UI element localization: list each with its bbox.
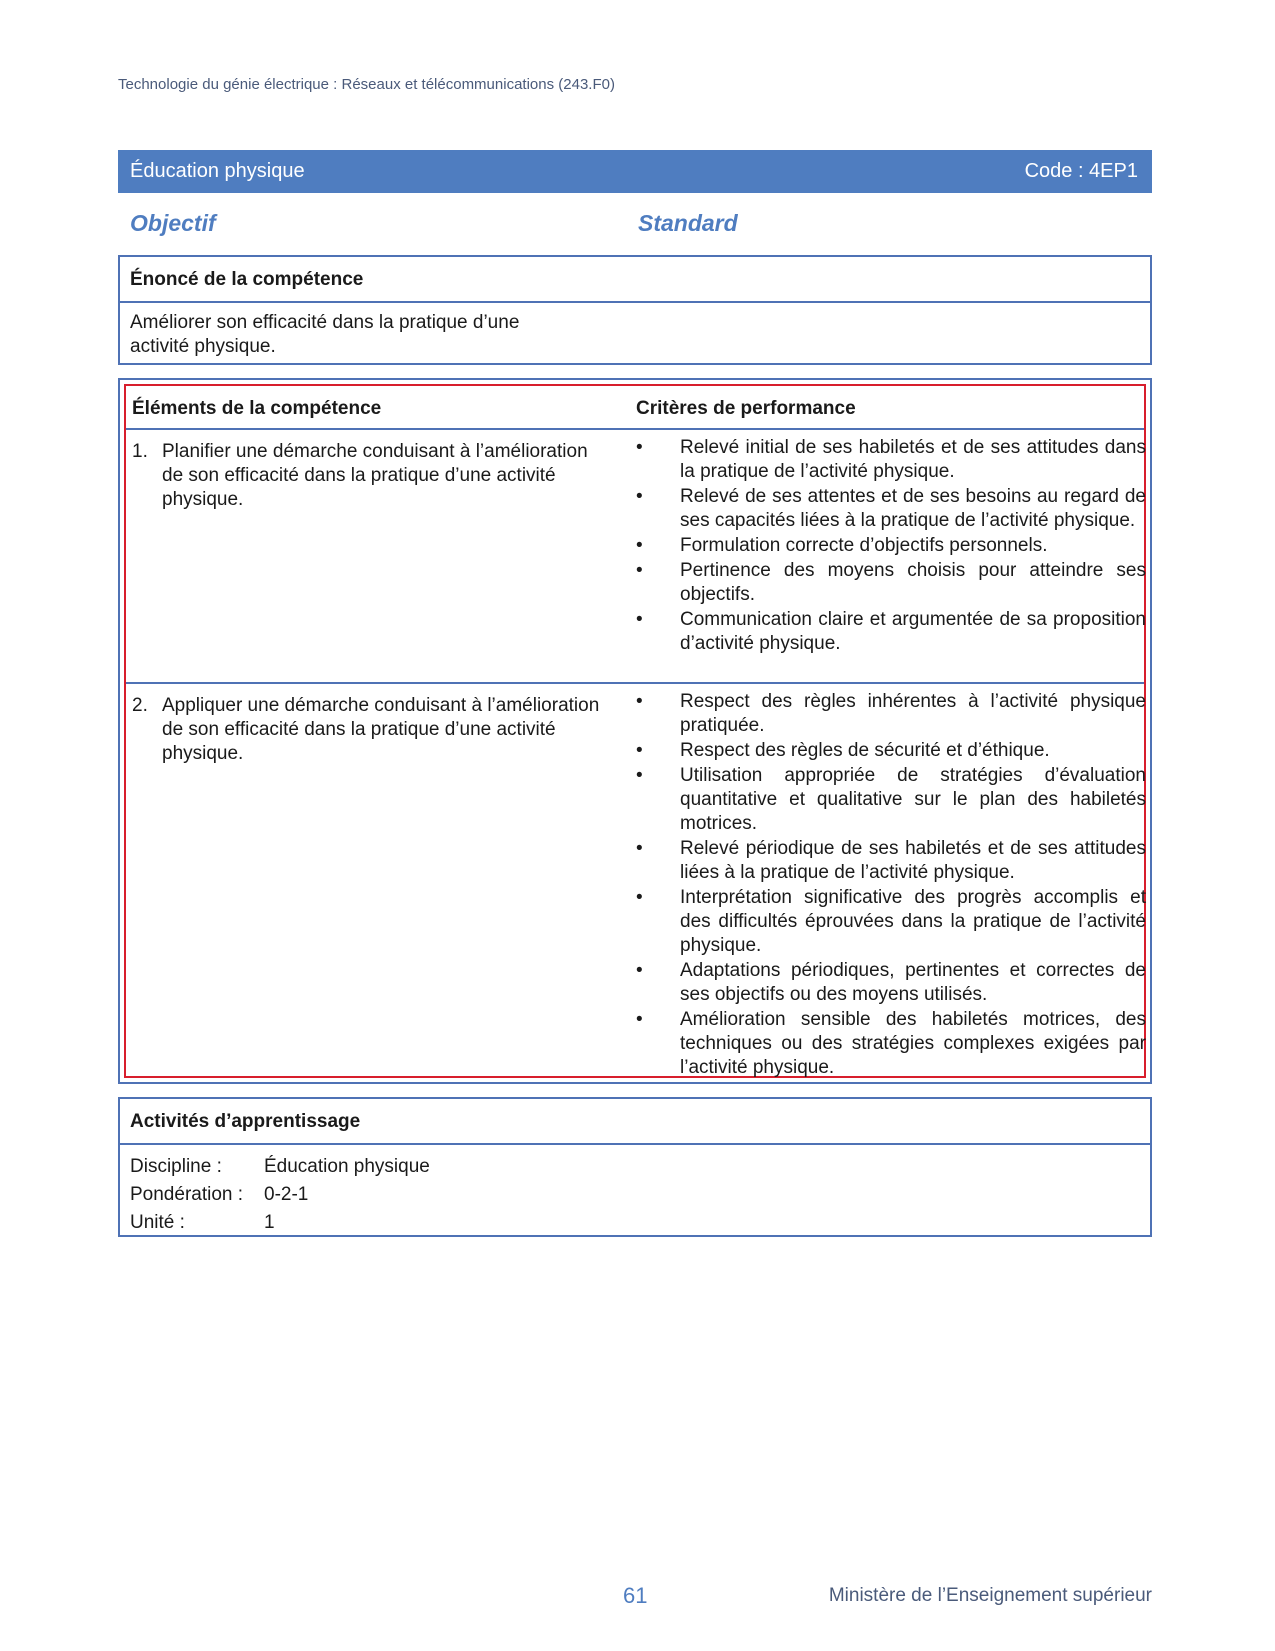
discipline-label: Discipline : [130,1156,222,1177]
critere-text: Relevé initial de ses habiletés et de ses attitudes dans la pratique de l’activité physique. [680,437,1146,482]
list-item [636,608,1146,656]
critere-text: Respect des règles de sécurité et d’éthique. [680,740,1050,761]
critere-text: Interprétation significative des progrès accomplis et des difficultés éprouvées dans la pratique de l’activité physique. [680,887,1146,956]
bullet-icon: • [636,437,643,458]
activites-heading: Activités d’apprentissage [120,1099,1150,1145]
course-title-bar [118,150,1152,193]
performance-table-inner [124,384,1146,1078]
bullet-icon: • [636,765,643,786]
table-row [126,684,1144,1080]
critere-text: Respect des règles inhérentes à l’activité physique pratiquée. [680,691,1146,736]
bullet-icon: • [636,535,643,556]
course-title: Éducation physique [130,160,305,182]
element-text: Planifier une démarche conduisant à l’amélioration de son efficacité dans la pratique d’une activité physique. [162,441,588,510]
enonce-heading: Énoncé de la compétence [120,257,1150,303]
element-cell [132,694,602,766]
criteres-list [636,436,1146,657]
unite-value: 1 [264,1212,275,1233]
standard-label: Standard [638,210,738,236]
unite-label: Unité : [130,1212,185,1233]
ponderation-label: Pondération : [130,1184,244,1205]
performance-table [118,378,1152,1084]
list-item [636,485,1146,533]
criteres-list [636,690,1146,1081]
bullet-icon: • [636,740,643,761]
unite-line [130,1209,1140,1237]
element-number: 2. [132,695,148,716]
element-cell [132,440,602,512]
table-row [126,430,1144,684]
ministry-name: Ministère de l’Enseignement supérieur [828,1585,1152,1606]
bullet-icon: • [636,691,643,712]
element-number: 1. [132,441,148,462]
list-item [636,739,1146,763]
course-code: Code : 4EP1 [1024,160,1138,182]
bullet-icon: • [636,838,643,859]
performance-table-header [126,386,1144,430]
ponderation-line [130,1181,1140,1209]
list-item [636,764,1146,836]
critere-text: Pertinence des moyens choisis pour atteindre ses objectifs. [680,560,1146,605]
objectif-label: Objectif [130,210,216,236]
bullet-icon: • [636,887,643,908]
list-item [636,837,1146,885]
list-item [636,886,1146,958]
critere-text: Amélioration sensible des habiletés motrices, des techniques ou des stratégies complexes exigées par l’activité physique. [680,1009,1146,1078]
list-item [636,1008,1146,1080]
bullet-icon: • [636,609,643,630]
objective-standard-row [118,208,1152,244]
bullet-icon: • [636,1009,643,1030]
bullet-icon: • [636,960,643,981]
col-criteres-header: Critères de performance [636,398,856,419]
enonce-box [118,255,1152,365]
critere-text: Communication claire et argumentée de sa proposition d’activité physique. [680,609,1146,654]
critere-text: Utilisation appropriée de stratégies d’évaluation quantitative et qualitative sur le plan des habiletés motrices. [680,765,1146,834]
bullet-icon: • [636,560,643,581]
col-elements-header: Éléments de la compétence [132,398,382,419]
bullet-icon: • [636,486,643,507]
ponderation-value: 0-2-1 [264,1184,309,1205]
critere-text: Adaptations périodiques, pertinentes et correctes de ses objectifs ou des moyens utilisés. [680,960,1146,1005]
list-item [636,436,1146,484]
discipline-line [130,1153,1140,1181]
critere-text: Relevé périodique de ses habiletés et de ses attitudes liées à la pratique de l’activité physique. [680,838,1146,883]
list-item [636,559,1146,607]
running-header: Technologie du génie électrique : Réseaux et télécommunications (243.F0) [118,76,615,93]
list-item [636,690,1146,738]
activites-body [120,1145,1150,1245]
discipline-value: Éducation physique [264,1156,430,1177]
enonce-text: Améliorer son efficacité dans la pratique d’une activité physique. [130,312,520,357]
list-item [636,534,1146,558]
activites-box [118,1097,1152,1237]
critere-text: Relevé de ses attentes et de ses besoins au regard de ses capacités liées à la pratique de l’activité physique. [680,486,1146,531]
critere-text: Formulation correcte d’objectifs personnels. [680,535,1048,556]
page-number: 61 [623,1583,648,1608]
list-item [636,959,1146,1007]
element-text: Appliquer une démarche conduisant à l’amélioration de son efficacité dans la pratique d’une activité physique. [162,695,600,764]
